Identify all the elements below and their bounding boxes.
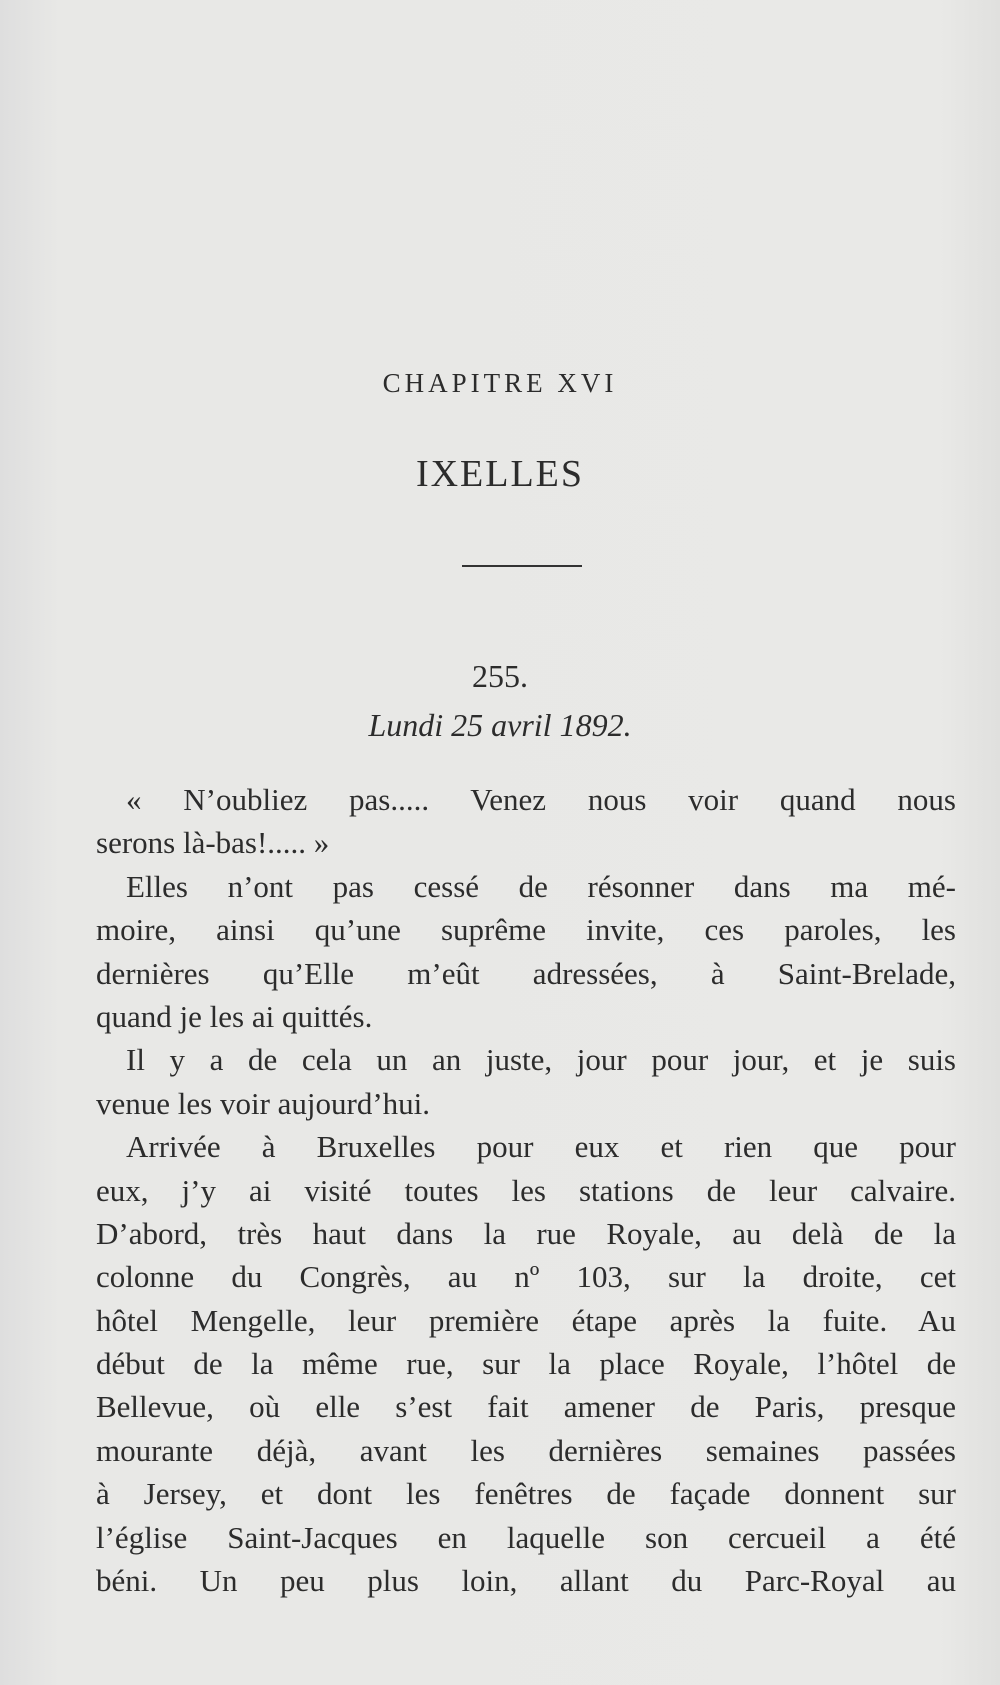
body-line: « N’oubliez pas..... Venez nous voir quand nous (126, 782, 956, 817)
body-line: à Jersey, et dont les fenêtres de façade donnent sur (96, 1476, 956, 1512)
title-divider (462, 565, 582, 567)
body-line: début de la même rue, sur la place Royale, l’hôtel de (96, 1346, 956, 1382)
body-line: venue les voir aujourd’hui. (96, 1085, 431, 1121)
chapter-title: IXELLES (415, 453, 585, 495)
body-line: Bellevue, où elle s’est fait amener de Paris, presque (96, 1389, 956, 1425)
body-line: quand je les ai quittés. (96, 998, 373, 1034)
body-line: serons là-bas!..... » (96, 825, 330, 861)
body-line: moire, ainsi qu’une suprême invite, ces paroles, les (96, 912, 956, 948)
entry-date: Lundi 25 avril 1892. (368, 707, 632, 743)
chapter-label: CHAPITRE XVI (382, 368, 618, 398)
body-line: hôtel Mengelle, leur première étape après la fuite. Au (96, 1302, 956, 1338)
body-line: dernières qu’Elle m’eût adressées, à Saint-Brelade, (96, 955, 956, 991)
body-line: mourante déjà, avant les dernières semaines passées (96, 1432, 956, 1468)
body-line: l’église Saint-Jacques en laquelle son cercueil a été (96, 1519, 956, 1555)
body-line: D’abord, très haut dans la rue Royale, au delà de la (96, 1215, 956, 1251)
body-line: Elles n’ont pas cessé de résonner dans ma mé- (126, 868, 956, 904)
body-line: Arrivée à Bruxelles pour eux et rien que pour (126, 1129, 956, 1165)
body-line: béni. Un peu plus loin, allant du Parc-Royal au (96, 1563, 956, 1599)
body-line: colonne du Congrès, au nº 103, sur la droite, cet (96, 1259, 956, 1295)
body-text (96, 778, 956, 1602)
entry-number: 255. (472, 658, 528, 694)
body-line: Il y a de cela un an juste, jour pour jour, et je suis (126, 1042, 956, 1078)
body-line: eux, j’y ai visité toutes les stations de leur calvaire. (96, 1172, 956, 1208)
